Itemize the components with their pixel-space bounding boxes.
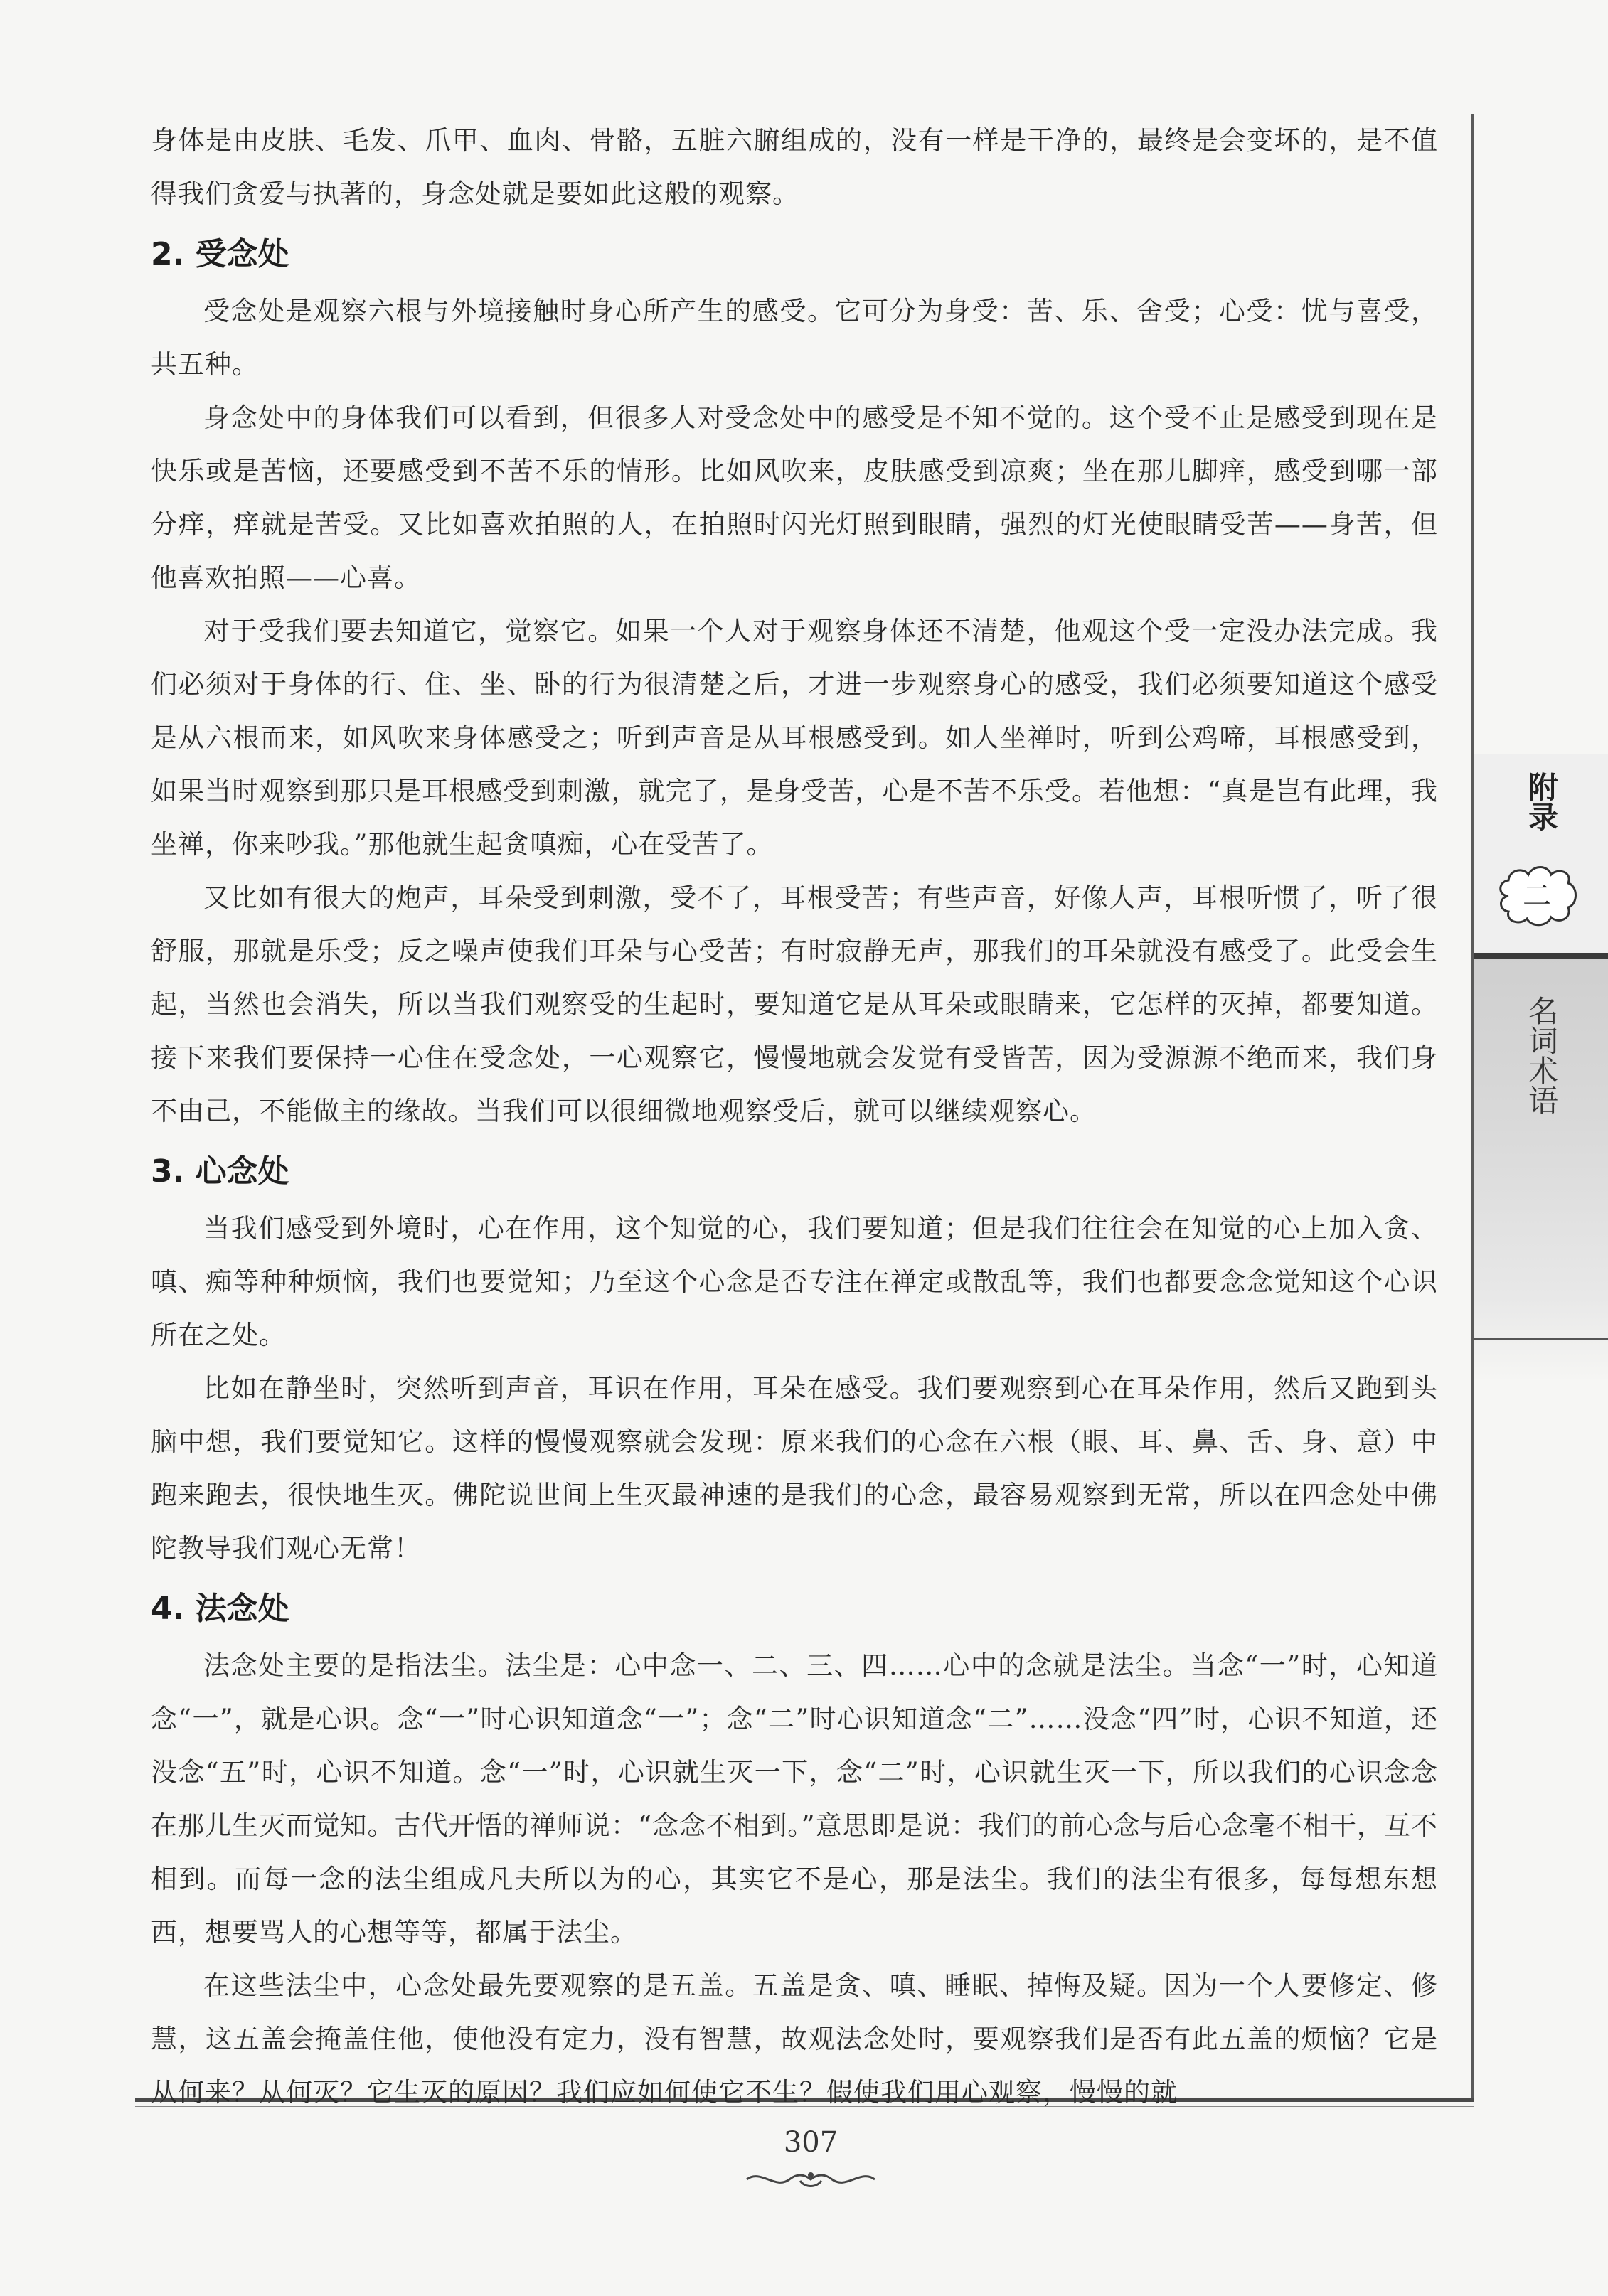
section-heading-4: 4. 法念处	[151, 1591, 289, 1627]
chapter-title-label: 名词术语	[1524, 995, 1559, 1115]
section4-paragraph: 法念处主要的是指法尘。法尘是：心中念一、二、三、四……心中的念就是法尘。当念“一”时，心知道念“一”，就是心识。念“一”时心识知道念“一”；念“二”时心识知道念“二”……没念“四”时，心识不知道，还没念“五”时，心识不知道。念“一”时，心识就生灭一下，念“二”时，心识就生灭一下，所以我们的心识念念在那儿生灭而觉知。古代开悟的禅师说：“念念不相到。”意思即是说：我们的前心念与后心念毫不相干，互不相到。而每一念的法尘组成凡夫所以为的心，其实它不是心，那是法尘。我们的法尘有很多，每每想东想西，想要骂人的心想等等，都属于法尘。	[151, 1650, 1438, 1948]
paragraph-intro: 身体是由皮肤、毛发、爪甲、血肉、骨骼，五脏六腑组成的，没有一样是干净的，最终是会变坏的，是不值得我们贪爱与执著的，身念处就是要如此这般的观察。	[151, 125, 1438, 209]
main-text-block	[151, 114, 1438, 2119]
chapter-side-tab	[1474, 754, 1608, 1337]
section4-paragraph: 在这些法尘中，心念处最先要观察的是五盖。五盖是贪、嗔、睡眠、掉悔及疑。因为一个人要修定、修慧，这五盖会掩盖住他，使他没有定力，没有智慧，故观法念处时，要观察我们是否有此五盖的烦恼？它是从何来？从何灭？它生灭的原因？我们应如何使它不生？假使我们用心观察，慢慢的就	[151, 1970, 1438, 2108]
side-tab-divider	[1474, 953, 1608, 959]
appendix-label: 附录	[1524, 771, 1559, 831]
appendix-number-badge	[1494, 860, 1580, 931]
appendix-number: 二	[1523, 880, 1551, 912]
section2-paragraph: 受念处是观察六根与外境接触时身心所产生的感受。它可分为身受：苦、乐、舍受；心受：忧与喜受，共五种。	[151, 296, 1438, 380]
side-tab-bottom-rule	[1474, 1338, 1608, 1340]
section-heading-2: 2. 受念处	[151, 236, 289, 272]
page-number: 307	[783, 2126, 838, 2159]
section3-paragraph: 当我们感受到外境时，心在作用，这个知觉的心，我们要知道；但是我们往往会在知觉的心上加入贪、嗔、痴等种种烦恼，我们也要觉知；乃至这个心念是否专注在禅定或散乱等，我们也都要念念觉知这个心识所在之处。	[151, 1213, 1438, 1350]
section3-paragraph: 比如在静坐时，突然听到声音，耳识在作用，耳朵在感受。我们要观察到心在耳朵作用，然后又跑到头脑中想，我们要觉知它。这样的慢慢观察就会发现：原来我们的心念在六根（眼、耳、鼻、舌、身、意）中跑来跑去，很快地生灭。佛陀说世间上生灭最神速的是我们的心念，最容易观察到无常，所以在四念处中佛陀教导我们观心无常！	[151, 1373, 1438, 1564]
section2-paragraph: 对于受我们要去知道它，觉察它。如果一个人对于观察身体还不清楚，他观这个受一定没办法完成。我们必须对于身体的行、住、坐、卧的行为很清楚之后，才进一步观察身心的感受，我们必须要知道这个感受是从六根而来，如风吹来身体感受之；听到声音是从耳根感受到。如人坐禅时，听到公鸡啼，耳根感受到，如果当时观察到那只是耳根感受到刺激，就完了，是身受苦，心是不苦不乐受。若他想：“真是岂有此理，我坐禅，你来吵我。”那他就生起贪嗔痴，心在受苦了。	[151, 616, 1438, 860]
section2-paragraph: 又比如有很大的炮声，耳朵受到刺激，受不了，耳根受苦；有些声音，好像人声，耳根听惯了，听了很舒服，那就是乐受；反之噪声使我们耳朵与心受苦；有时寂静无声，那我们的耳朵就没有感受了。此受会生起，当然也会消失，所以当我们观察受的生起时，要知道它是从耳朵或眼睛来，它怎样的灭掉，都要知道。接下来我们要保持一心住在受念处，一心观察它，慢慢地就会发觉有受皆苦，因为受源源不绝而来，我们身不由己，不能做主的缘故。当我们可以很细微地观察受后，就可以继续观察心。	[151, 882, 1438, 1126]
footer-ornament-icon	[740, 2165, 882, 2194]
section2-paragraph: 身念处中的身体我们可以看到，但很多人对受念处中的感受是不知不觉的。这个受不止是感受到现在是快乐或是苦恼，还要感受到不苦不乐的情形。比如风吹来，皮肤感受到凉爽；坐在那儿脚痒，感受到哪一部分痒，痒就是苦受。又比如喜欢拍照的人，在拍照时闪光灯照到眼睛，强烈的灯光使眼睛受苦——身苦，但他喜欢拍照——心喜。	[151, 402, 1438, 593]
section-heading-3: 3. 心念处	[151, 1153, 289, 1190]
